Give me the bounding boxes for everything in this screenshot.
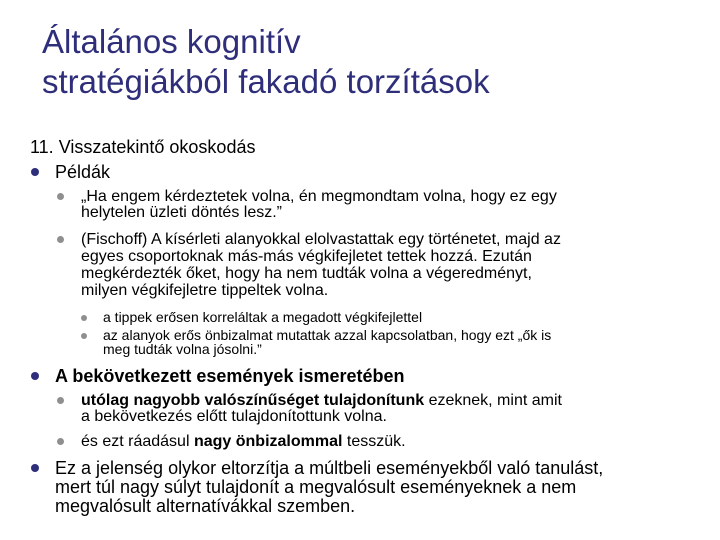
bullet-icon [81, 333, 87, 339]
bullet-icon [31, 372, 39, 380]
bullet-icon [31, 168, 39, 176]
conclusion-line-2: mert túl nagy súlyt tulajdonít a megvalósult eseményeknek a nem [55, 477, 577, 497]
conclusion-line-1: Ez a jelenség olykor eltorzítja a múltbeli eseményekből való tanulást, [55, 458, 604, 478]
bullet-icon [81, 315, 87, 321]
knowledge-item-2-post: tesszük. [342, 433, 406, 450]
sub-item-2-line-2: meg tudták volna jósolni.” [103, 341, 262, 357]
examples-label: Példák [55, 162, 111, 182]
knowledge-item-1-rest: ezeknek, mint amit [424, 392, 562, 409]
knowledge-item-2 [81, 432, 406, 452]
fischoff-line-3: megkérdezték őket, hogy ha nem tudták volna a végeredményt, [81, 265, 532, 282]
fischoff-line-1: (Fischoff) A kísérleti alanyokkal elolvastattak egy történetet, majd az [81, 231, 561, 248]
fischoff-line-2: egyes csoportoknak más-más végkifejletet tettek hozzá. Ezután [81, 248, 532, 265]
quote-line-2: helytelen üzleti döntés lesz.” [81, 204, 282, 221]
slide-title [42, 22, 702, 102]
section-heading: 11. Visszatekintő okoskodás [30, 137, 256, 157]
bullet-icon [57, 236, 64, 243]
bullet-icon [57, 438, 64, 445]
bullet-icon [57, 193, 64, 200]
sub-item-2-line-1: az alanyok erős önbizalmat mutattak azzal kapcsolatban, hogy ezt „ők is [103, 327, 552, 343]
fischoff-line-4: milyen végkifejletre tippeltek volna. [81, 282, 329, 299]
title-line-1: Általános kognitív [42, 23, 301, 60]
bullet-icon [57, 397, 64, 404]
knowledge-item-2-pre: és ezt ráadásul [81, 433, 194, 450]
knowledge-item-2-bold: nagy önbizalommal [193, 433, 343, 450]
knowledge-item-1-line-2: a bekövetkezés előtt tulajdonítottunk volna. [81, 408, 387, 425]
quote-line-1: „Ha engem kérdeztetek volna, én megmondtam volna, hogy ez egy [81, 188, 557, 205]
conclusion-line-3: megvalósult alternatívákkal szemben. [55, 496, 356, 516]
sub-item-1: a tippek erősen korreláltak a megadott végkifejlettel [103, 309, 423, 325]
knowledge-item-1-bold: utólag nagyobb valószínűséget tulajdonítunk [81, 392, 425, 409]
bullet-icon [31, 464, 39, 472]
title-line-2: stratégiákból fakadó torzítások [42, 63, 490, 100]
knowledge-label: A bekövetkezett események ismeretében [55, 366, 405, 386]
